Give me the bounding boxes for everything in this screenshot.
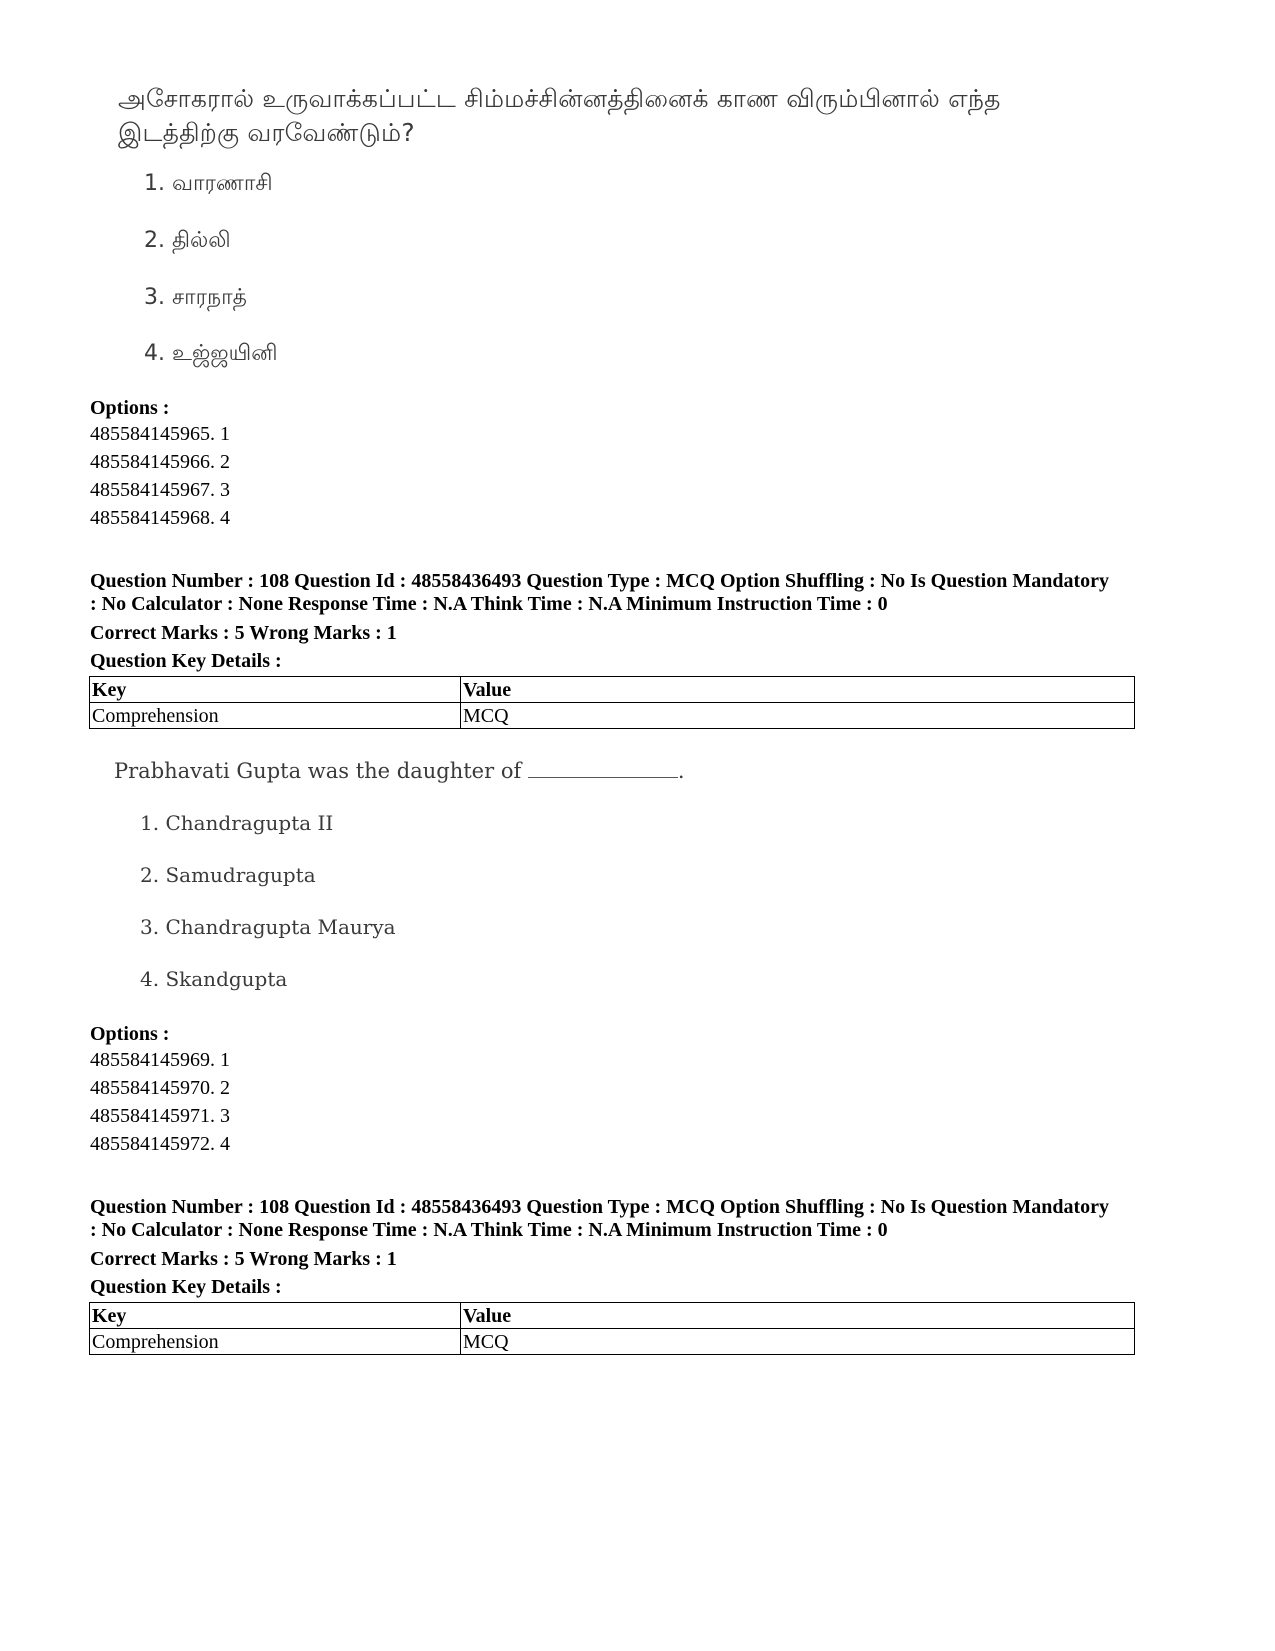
- options-label: Options :: [90, 397, 170, 419]
- question-image-english: [114, 757, 814, 997]
- option-id-line: 485584145966. 2: [90, 451, 230, 473]
- table-header-row: [90, 677, 1135, 703]
- table-cell-value: MCQ: [461, 1329, 1135, 1355]
- question-text-main: Prabhavati Gupta was the daughter of: [114, 759, 522, 783]
- question-option-2: 2. தில்லி: [144, 228, 231, 253]
- table-header-key: Key: [90, 1303, 461, 1329]
- key-value-table: [89, 1302, 1135, 1355]
- table-cell-value: MCQ: [461, 703, 1135, 729]
- options-list: [90, 420, 230, 532]
- option-id-line: 485584145972. 4: [90, 1133, 230, 1155]
- table-cell-key: Comprehension: [90, 1329, 461, 1355]
- options-label: Options :: [90, 1023, 170, 1045]
- marks-line: Correct Marks : 5 Wrong Marks : 1: [90, 622, 397, 644]
- option-id-line: 485584145970. 2: [90, 1077, 230, 1099]
- table-cell-key: Comprehension: [90, 703, 461, 729]
- question-option-3: 3. Chandragupta Maurya: [140, 915, 396, 939]
- option-id-line: 485584145968. 4: [90, 507, 230, 529]
- key-details-label: Question Key Details :: [90, 650, 282, 672]
- question-meta-line-1: Question Number : 108 Question Id : 48558436493 Question Type : MCQ Option Shuffling : No Is Question Mandatory: [90, 570, 1109, 592]
- question-option-1: 1. Chandragupta II: [140, 811, 334, 835]
- option-id-line: 485584145969. 1: [90, 1049, 230, 1071]
- question-meta-line-1: Question Number : 108 Question Id : 48558436493 Question Type : MCQ Option Shuffling : No Is Question Mandatory: [90, 1196, 1109, 1218]
- table-header-value: Value: [461, 677, 1135, 703]
- table-row: [90, 703, 1135, 729]
- question-meta: [90, 570, 1140, 616]
- marks-line: Correct Marks : 5 Wrong Marks : 1: [90, 1248, 397, 1270]
- option-id-line: 485584145965. 1: [90, 423, 230, 445]
- question-option-4: 4. உஜ்ஜயினி: [144, 341, 278, 366]
- table-header-value: Value: [461, 1303, 1135, 1329]
- question-meta-line-2: : No Calculator : None Response Time : N.A Think Time : N.A Minimum Instruction Time : 0: [90, 593, 888, 615]
- question-meta-line-2: : No Calculator : None Response Time : N.A Think Time : N.A Minimum Instruction Time : 0: [90, 1219, 888, 1241]
- key-value-table: [89, 676, 1135, 729]
- question-text-line-1: அசோகரால் உருவாக்கப்பட்ட சிம்மச்சின்னத்தினைக் காண விரும்பினால் எந்த: [118, 84, 1001, 113]
- table-header-key: Key: [90, 677, 461, 703]
- answer-blank: [528, 759, 678, 778]
- question-option-2: 2. Samudragupta: [140, 863, 316, 887]
- question-text-period: .: [677, 759, 685, 783]
- question-meta: [90, 1196, 1140, 1242]
- option-id-line: 485584145967. 3: [90, 479, 230, 501]
- question-text: [114, 757, 814, 785]
- question-option-1: 1. வாரணாசி: [144, 171, 273, 196]
- option-id-line: 485584145971. 3: [90, 1105, 230, 1127]
- table-row: [90, 1329, 1135, 1355]
- question-text-line-2: இடத்திற்கு வரவேண்டும்?: [118, 118, 415, 147]
- question-image-tamil: [118, 82, 1118, 382]
- table-header-row: [90, 1303, 1135, 1329]
- key-details-label: Question Key Details :: [90, 1276, 282, 1298]
- options-list: [90, 1046, 230, 1158]
- question-option-3: 3. சாரநாத்: [144, 285, 247, 310]
- question-option-4: 4. Skandgupta: [140, 967, 288, 991]
